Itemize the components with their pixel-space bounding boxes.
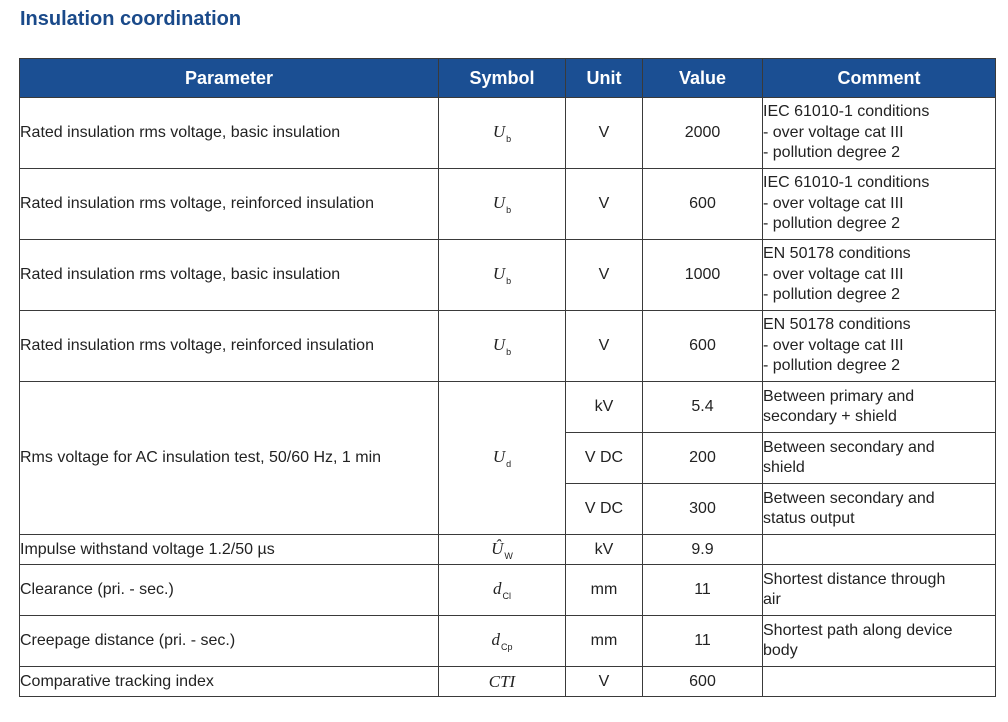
- comment-cell: [763, 311, 996, 382]
- unit-cell: V DC: [566, 433, 643, 484]
- symbol-cell: [439, 382, 566, 535]
- comment-line: IEC 61010-1 conditions: [763, 103, 930, 121]
- parameter-cell: Rated insulation rms voltage, basic insulation: [20, 240, 439, 311]
- value-cell: 1000: [643, 240, 763, 311]
- value-cell: 600: [643, 667, 763, 697]
- value-cell: 2000: [643, 98, 763, 169]
- comment-line: secondary + shield: [763, 408, 897, 425]
- header-symbol: Symbol: [439, 59, 566, 98]
- header-row: [20, 59, 996, 98]
- header-comment: Comment: [763, 59, 996, 98]
- symbol-main: U: [492, 264, 506, 283]
- comment-line: - pollution degree 2: [763, 144, 900, 162]
- comment-line: - pollution degree 2: [763, 286, 900, 304]
- symbol-sub: b: [506, 205, 512, 215]
- comment-line: EN 50178 conditions: [763, 245, 911, 263]
- section-title: Insulation coordination: [20, 8, 242, 30]
- unit-cell: V: [566, 169, 643, 240]
- comment-line: Shortest distance through: [763, 570, 946, 588]
- comment-line: Between secondary and: [763, 438, 935, 456]
- unit-cell: kV: [566, 535, 643, 565]
- symbol-main: U: [492, 193, 506, 212]
- symbol-cell: [439, 667, 566, 697]
- symbol-cell: [439, 616, 566, 667]
- unit-cell: V: [566, 240, 643, 311]
- comment-cell: [763, 98, 996, 169]
- header-unit: Unit: [566, 59, 643, 98]
- unit-cell: mm: [566, 616, 643, 667]
- comment-line: Shortest path along device: [763, 621, 953, 639]
- comment-cell: [763, 382, 996, 433]
- symbol-main: U: [492, 335, 506, 354]
- comment-line: - over voltage cat III: [763, 194, 904, 212]
- table-row: [20, 535, 996, 565]
- symbol-main: d: [493, 579, 502, 598]
- unit-cell: V: [566, 98, 643, 169]
- symbol-main: U: [492, 447, 506, 466]
- comment-line: Between secondary and: [763, 489, 935, 507]
- value-cell: 600: [643, 311, 763, 382]
- value-cell: 200: [643, 433, 763, 484]
- table-row: [20, 240, 996, 311]
- comment-cell: [763, 535, 996, 565]
- symbol-sub: d: [506, 459, 512, 469]
- table-row: [20, 382, 996, 433]
- parameter-cell: Comparative tracking index: [20, 667, 439, 697]
- comment-line: status output: [763, 510, 855, 527]
- symbol-cell: [439, 169, 566, 240]
- comment-line: shield: [763, 459, 805, 476]
- comment-cell: [763, 169, 996, 240]
- symbol-cell: [439, 240, 566, 311]
- insulation-table: [19, 58, 996, 697]
- comment-cell: [763, 565, 996, 616]
- value-cell: 600: [643, 169, 763, 240]
- comment-cell: [763, 240, 996, 311]
- comment-cell: [763, 616, 996, 667]
- unit-cell: kV: [566, 382, 643, 433]
- table-row: [20, 667, 996, 697]
- unit-cell: V: [566, 311, 643, 382]
- comment-line: Between primary and: [763, 387, 915, 405]
- symbol-cell: [439, 98, 566, 169]
- comment-cell: [763, 484, 996, 535]
- symbol-sub: b: [506, 134, 512, 144]
- comment-line: IEC 61010-1 conditions: [763, 174, 930, 192]
- header-parameter: Parameter: [20, 59, 439, 98]
- parameter-cell: Impulse withstand voltage 1.2/50 µs: [20, 535, 439, 565]
- symbol-main: CTI: [488, 671, 516, 691]
- symbol-cell: [439, 311, 566, 382]
- table-row: [20, 311, 996, 382]
- comment-line: - pollution degree 2: [763, 357, 900, 375]
- comment-line: body: [763, 642, 798, 659]
- comment-cell: [763, 667, 996, 697]
- comment-line: - pollution degree 2: [763, 215, 900, 233]
- unit-cell: V: [566, 667, 643, 697]
- parameter-cell: Clearance (pri. - sec.): [20, 565, 439, 616]
- table-row: [20, 169, 996, 240]
- parameter-cell: Rated insulation rms voltage, reinforced insulation: [20, 311, 439, 382]
- unit-cell: V DC: [566, 484, 643, 535]
- header-value: Value: [643, 59, 763, 98]
- table-row: [20, 565, 996, 616]
- value-cell: 11: [643, 616, 763, 667]
- symbol-sub: Cl: [502, 591, 511, 601]
- symbol-sub: W: [504, 550, 513, 561]
- comment-line: air: [763, 591, 781, 608]
- comment-line: - over voltage cat III: [763, 265, 904, 283]
- symbol-sub: b: [506, 276, 512, 286]
- symbol-main: U: [492, 122, 506, 141]
- symbol-cell: [439, 535, 566, 565]
- comment-cell: [763, 433, 996, 484]
- comment-line: - over voltage cat III: [763, 336, 904, 354]
- comment-line: EN 50178 conditions: [763, 316, 911, 334]
- parameter-cell: Creepage distance (pri. - sec.): [20, 616, 439, 667]
- symbol-sub: b: [506, 347, 512, 357]
- parameter-cell: Rated insulation rms voltage, basic insulation: [20, 98, 439, 169]
- parameter-cell: Rms voltage for AC insulation test, 50/60 Hz, 1 min: [20, 382, 439, 535]
- symbol-main: Û: [491, 538, 504, 558]
- value-cell: 11: [643, 565, 763, 616]
- symbol-main: d: [491, 630, 500, 649]
- unit-cell: mm: [566, 565, 643, 616]
- value-cell: 300: [643, 484, 763, 535]
- table-row: [20, 616, 996, 667]
- parameter-cell: Rated insulation rms voltage, reinforced insulation: [20, 169, 439, 240]
- symbol-sub: Cp: [500, 642, 513, 652]
- value-cell: 9.9: [643, 535, 763, 565]
- table-row: [20, 98, 996, 169]
- comment-line: - over voltage cat III: [763, 123, 904, 141]
- symbol-cell: [439, 565, 566, 616]
- value-cell: 5.4: [643, 382, 763, 433]
